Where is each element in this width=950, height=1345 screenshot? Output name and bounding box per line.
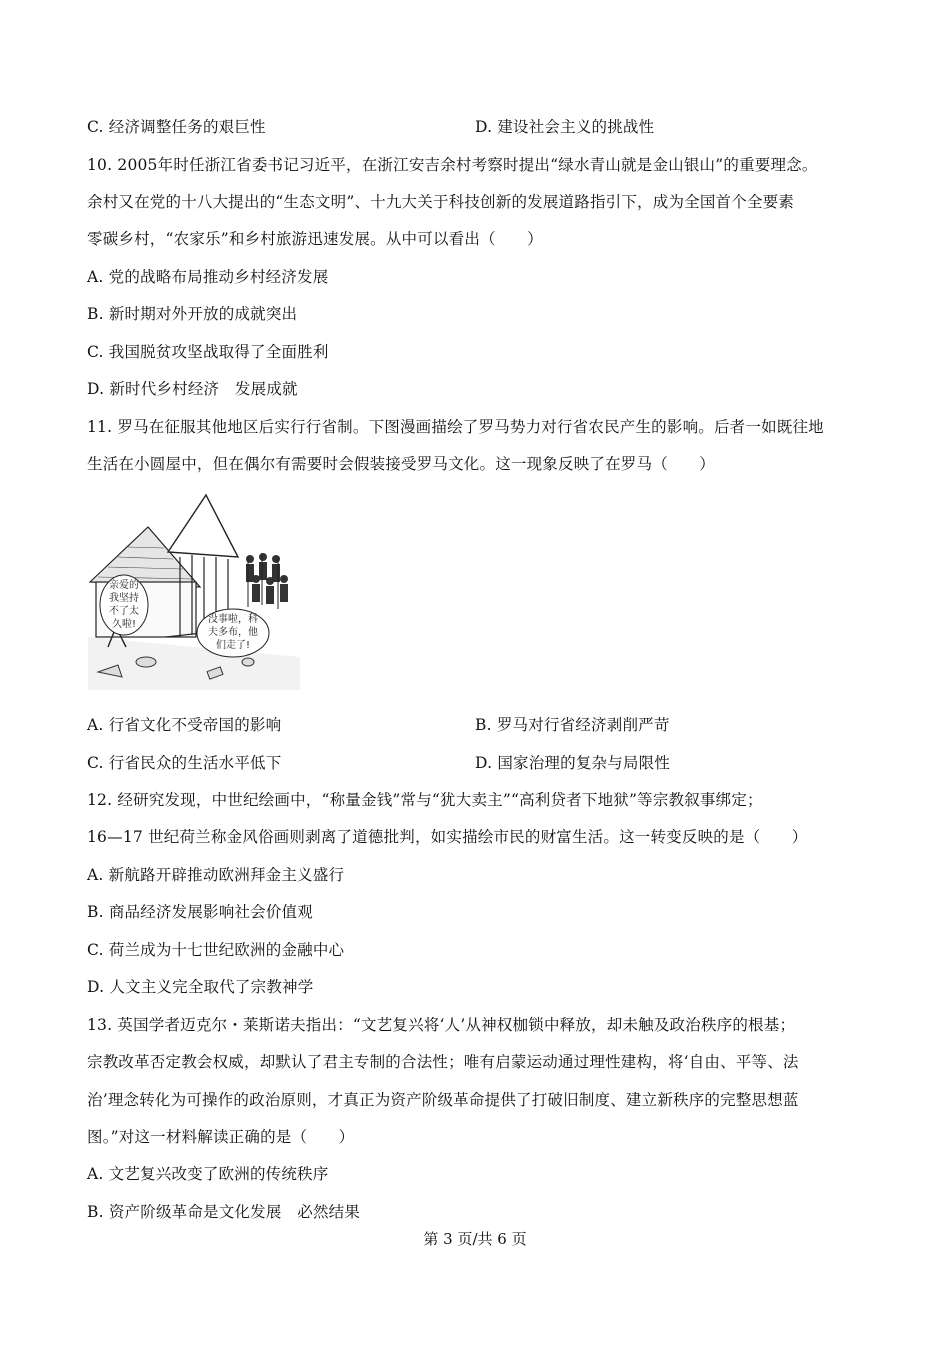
bubble2-line-1: 没事啦，科 [208,614,258,625]
q12-stem-line-2: 16—17 世纪荷兰称金风俗画则剥离了道德批判，如实描绘市民的财富生活。这一转变反映的是（ ） [87,828,808,846]
q11-option-a: A. 行省文化不受帝国的影响 [87,716,282,734]
q10-stem-line-3: 零碳乡村，“农家乐”和乡村旅游迅速发展。从中可以看出（ ） [87,230,543,248]
q13-stem-line-2: 宗教改革否定教会权威，却默认了君主专制的合法性；唯有启蒙运动通过理性建构，将‘自由、平等、法 [87,1053,799,1071]
q13-stem-line-3: 治’理念转化为可操作的政治原则，才真正为资产阶级革命提供了打破旧制度、建立新秩序的完整思想蓝 [87,1091,799,1109]
q11-option-b: B. 罗马对行省经济剥削严苛 [475,716,670,734]
q13-stem-line-1: 13. 英国学者迈克尔・莱斯诺夫指出：“文艺复兴将‘人’从神权枷锁中释放，却未触及政治秩序的根基； [87,1016,796,1034]
q12-option-d: D. 人文主义完全取代了宗教神学 [87,978,314,996]
q12-option-b: B. 商品经济发展影响社会价值观 [87,903,313,921]
q13-option-a: A. 文艺复兴改变了欧洲的传统秩序 [87,1165,329,1183]
q10-option-d: D. 新时代乡村经济 发展成就 [87,380,298,398]
q12-stem-line-1: 12. 经研究发现，中世纪绘画中，“称量金钱”常与“犹大卖主”“高利贷者下地狱”等宗教叙事绑定； [87,791,763,809]
q13-stem-line-4: 图。”对这一材料解读正确的是（ ） [87,1128,355,1146]
q11-stem-line-2: 生活在小圆屋中，但在偶尔有需要时会假装接受罗马文化。这一现象反映了在罗马（ ） [87,455,716,473]
q10-option-c: C. 我国脱贫攻坚战取得了全面胜利 [87,343,329,361]
q12-option-c: C. 荷兰成为十七世纪欧洲的金融中心 [87,941,345,959]
bubble2-line-2: 夫多布，他 [208,627,258,638]
q10-stem-line-1: 10. 2005年时任浙江省委书记习近平，在浙江安吉余村考察时提出“绿水青山就是金山银山”的重要理念。 [87,156,818,174]
q11-stem-line-1: 11. 罗马在征服其他地区后实行行省制。下图漫画描绘了罗马势力对行省农民产生的影响。后者一如既往地 [87,418,824,436]
q13-option-b: B. 资产阶级革命是文化发展 必然结果 [87,1203,361,1221]
bubble1-line-2: 我坚持 [109,593,139,604]
q10-stem-line-2: 余村又在党的十八大提出的“生态文明”、十九大关于科技创新的发展道路指引下，成为全国首个全要素 [87,193,795,211]
bubble2-line-3: 们走了! [215,640,251,651]
q9-option-d: D. 建设社会主义的挑战性 [475,118,655,136]
bubble1-line-3: 不了太 [109,606,139,617]
q12-option-a: A. 新航路开辟推动欧洲拜金主义盛行 [87,866,345,884]
page-number: 第 3 页/共 6 页 [423,1230,527,1248]
bubble1-line-1: 亲爱的 [109,580,139,591]
q9-option-c: C. 经济调整任务的艰巨性 [87,118,266,136]
q10-option-a: A. 党的战略布局推动乡村经济发展 [87,268,329,286]
bubble1-line-4: 久啦! [111,619,137,630]
roman-province-cartoon [88,487,300,690]
q10-option-b: B. 新时期对外开放的成就突出 [87,305,298,323]
q11-option-c: C. 行省民众的生活水平低下 [87,754,282,772]
q11-option-d: D. 国家治理的复杂与局限性 [475,754,671,772]
